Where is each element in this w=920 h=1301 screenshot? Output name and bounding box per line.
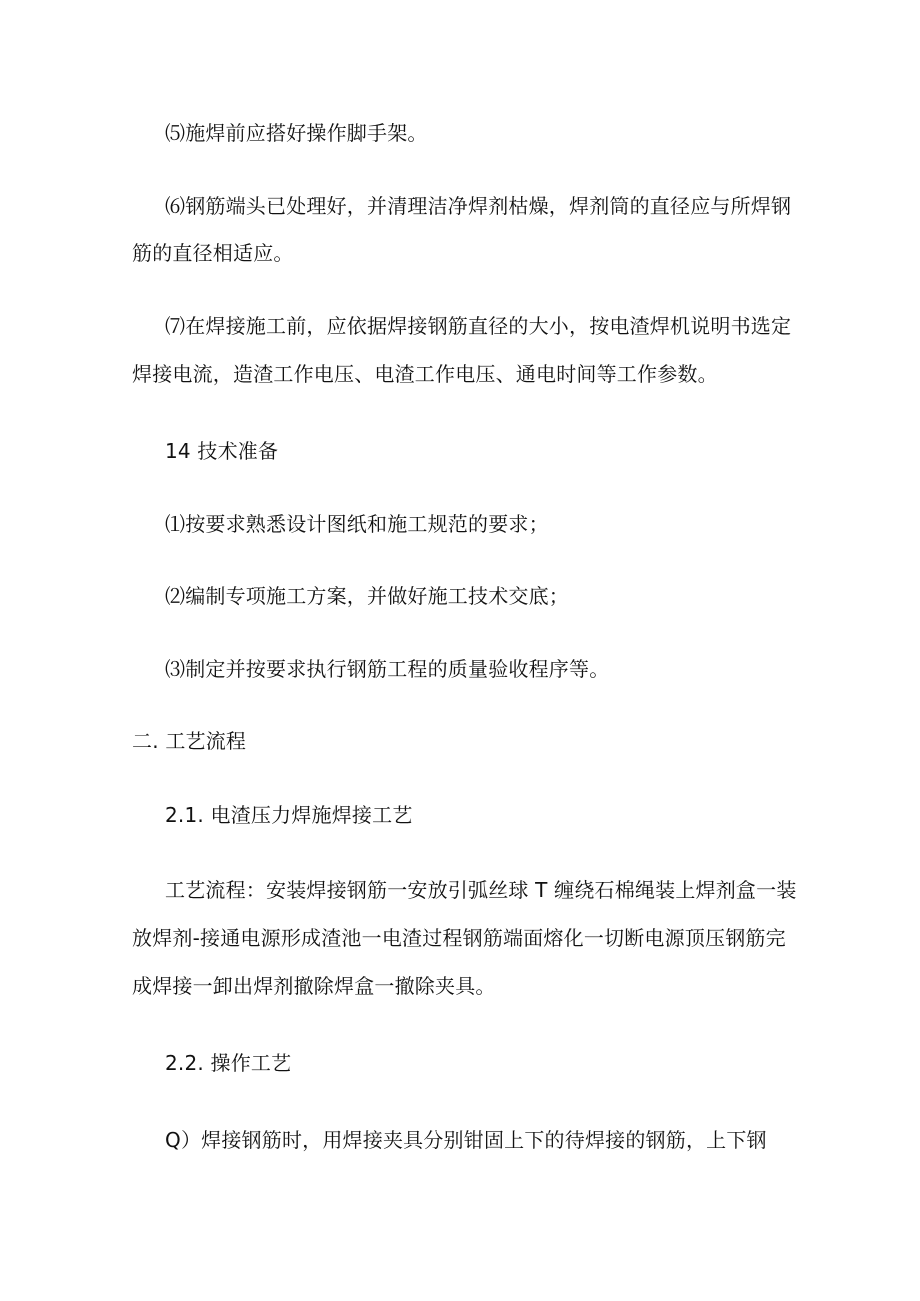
- section-heading-technical-prep: 14 技术准备: [165, 439, 279, 463]
- subheading-2-1: 2.1. 电渣压力焊施焊接工艺: [165, 803, 413, 827]
- prep-item-2: ⑵编制专项施工方案，并做好施工技术交底；: [165, 584, 569, 608]
- item-7-welding-params-line-1: ⑺在焊接施工前，应依据焊接钢筋直径的大小，按电渣焊机说明书选定: [165, 314, 792, 338]
- operation-step-1: Q）焊接钢筋时，用焊接夹具分别钳固上下的待焊接的钢筋，上下钢: [165, 1128, 767, 1152]
- prep-item-3: ⑶制定并按要求执行钢筋工程的质量验收程序等。: [165, 657, 610, 681]
- subheading-2-2: 2.2. 操作工艺: [165, 1051, 292, 1075]
- prep-item-1: ⑴按要求熟悉设计图纸和施工规范的要求；: [165, 512, 549, 536]
- item-6-rebar-ends-line-2: 筋的直径相适应。: [132, 241, 294, 265]
- process-flow-line-3: 成焊接一卸出焊剂撤除焊盒一撤除夹具。: [132, 974, 496, 998]
- process-flow-line-2: 放焊剂-接通电源形成渣池一电渣过程钢筋端面熔化一切断电源顶压钢筋完: [132, 926, 786, 950]
- chapter-heading-process-flow: 二. 工艺流程: [132, 729, 247, 753]
- process-flow-line-1: 工艺流程：安装焊接钢筋一安放引弧丝球 T 缠绕石棉绳装上焊剂盒一装: [165, 878, 797, 902]
- item-7-welding-params-line-2: 焊接电流，造渣工作电压、电渣工作电压、通电时间等工作参数。: [132, 362, 718, 386]
- item-5-scaffold: ⑸施焊前应搭好操作脚手架。: [165, 121, 428, 145]
- item-6-rebar-ends-line-1: ⑹钢筋端头已处理好，并清理洁净焊剂枯燥，焊剂筒的直径应与所焊钢: [165, 194, 792, 218]
